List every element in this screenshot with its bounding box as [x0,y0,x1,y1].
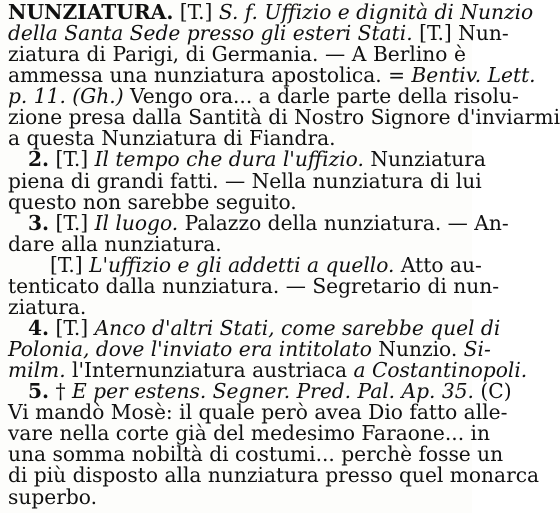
headword-or-sense-number: 4. [28,316,50,340]
headword-or-sense-number: 5. [28,379,50,403]
text-line [8,21,509,45]
text-line [8,274,500,298]
text-line [28,316,501,340]
text-segment: Nunzio. [371,337,464,361]
text-segment: [T.] [49,147,95,171]
italic-text: Il tempo che dura l'uffizio. [94,147,364,171]
text-line [28,379,512,403]
text-segment: † [49,379,73,403]
text-segment: Palazzo della nunziatura. — An- [178,211,509,235]
text-line [28,147,486,171]
text-segment: ammessa una nunziatura apostolica. = [8,63,412,87]
text-segment: superbo. [8,485,98,509]
text-line [8,463,540,487]
italic-text: Si- [463,337,491,361]
text-segment: [T.] Nun- [412,21,509,45]
text-segment: Vi mandò Mosè: il quale però avea Dio fatto alle- [8,400,508,424]
italic-text: Anco d'altri Stati, come sarebbe quel di [94,316,501,340]
italic-text: L'uffizio e gli addetti a quello. [89,253,395,277]
text-line [8,297,466,318]
italic-text: S. f. Uffizio e dignità di Nunzio [218,0,534,24]
text-line [8,84,519,108]
text-line [8,234,466,255]
text-segment: [T.] [49,316,95,340]
text-line [8,442,504,466]
text-segment: ziatura. [8,295,87,319]
text-line [8,192,466,213]
text-segment: una somma nobiltà di costumi... perchè fosse un [8,442,504,466]
text-segment: piena di grandi fatti. — Nella nunziatura di lui [8,169,482,193]
italic-text: milm. [8,358,66,382]
italic-text: Polonia, dove l'inviato era intitolato [8,337,372,361]
italic-text: della Santa Sede presso gli esteri Stati. [8,21,413,45]
italic-text: Il luogo. [94,211,179,235]
headword-or-sense-number: NUNZIATURA. [8,0,174,24]
text-line [28,211,509,235]
text-segment: zione presa dalla Santità di Nostro Signore d'inviarmi [8,105,560,129]
text-line [8,358,528,382]
text-line [8,63,536,87]
text-segment: questo non sarebbe seguito. [8,190,297,214]
headword-or-sense-number: 3. [28,211,50,235]
text-segment: tenticato dalla nunziatura. — Segretario di nun- [8,274,500,298]
text-segment: Vengo ora... a darle parte della risolu- [123,84,519,108]
text-segment: l'Internunziatura austriaca [65,358,354,382]
text-segment: vare nella corte già del medesimo Faraone... in [8,421,491,445]
text-line [8,0,534,24]
text-line [50,253,482,277]
italic-text: E per estens. Segner. Pred. Pal. Ap. 35. [72,379,474,403]
italic-text: a Costantinopoli. [353,358,528,382]
text-line [8,128,466,149]
text-segment: a questa Nunziatura di Fiandra. [8,126,336,150]
text-segment: di più disposto alla nunziatura presso quel monarca [8,463,540,487]
text-segment: Nunziatura [363,147,486,171]
text-segment: ziatura di Parigi, di Germania. — A Berlino è [8,42,466,66]
text-segment: dare alla nunziatura. [8,232,222,256]
text-line [8,44,466,65]
text-line [8,421,491,445]
text-line [8,105,560,129]
italic-text: Bentiv. Lett. [411,63,536,87]
text-line [8,400,508,424]
text-segment: (C) [473,379,512,403]
headword-or-sense-number: 2. [28,147,50,171]
text-line [8,169,482,193]
text-line [8,337,491,361]
text-segment: [T.] [49,211,95,235]
text-segment: [T.] [50,253,90,277]
text-line [8,487,466,508]
italic-text: p. 11. (Gh.) [8,84,124,108]
text-segment: Atto au- [394,253,482,277]
text-segment: [T.] [173,0,219,24]
